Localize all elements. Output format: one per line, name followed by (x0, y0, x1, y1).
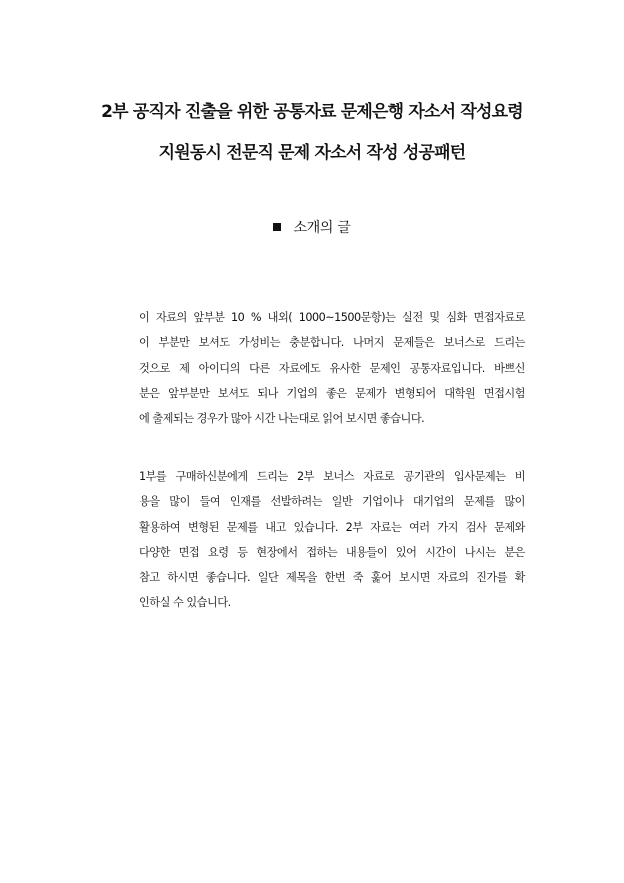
paragraph-line: 1부를 구매하신분에게 드리는 2부 보너스 자료로 공기관의 입사문제는 비 (139, 470, 525, 483)
paragraph-line: 활용하여 변형된 문제를 내고 있습니다. 2부 자료는 여러 가지 검사 문제와 (139, 520, 525, 534)
section-heading (0, 218, 624, 238)
paragraph-line: 에 출제되는 경우가 많아 시간 나는대로 읽어 보시면 좋습니다. (139, 412, 425, 426)
paragraph-line: 다양한 면접 요령 등 현장에서 접하는 내용들이 있어 시간이 나시는 분은 (139, 545, 525, 559)
black-square-bullet-icon (273, 223, 281, 231)
document-title-line-1: 2부 공직자 진출을 위한 공통자료 문제은행 자소서 작성요령 (101, 102, 523, 122)
paragraph-line: 용을 많이 들여 인재를 선발하려는 일반 기업이나 대기업의 문제를 많이 (139, 495, 525, 509)
document-title-line-2: 지원동시 전문직 문제 자소서 작성 성공패턴 (158, 143, 466, 163)
intro-paragraph-2 (139, 464, 525, 616)
paragraph-line: 인하실 수 있습니다. (139, 596, 231, 610)
paragraph-line: 참고 하시면 좋습니다. 일단 제목을 한번 죽 훑어 보시면 자료의 진가를 확 (139, 571, 525, 585)
paragraph-line: 이 자료의 앞부분 10 % 내외( 1000~1500문항)는 실전 및 심화 면접자료로 (139, 311, 525, 324)
paragraph-line: 것으로 제 아이디의 다른 자료에도 유사한 문제인 공통자료입니다. 바쁘신 (139, 361, 525, 375)
paragraph-line: 이 부분만 보셔도 가성비는 충분합니다. 나머지 문제들은 보너스로 드리는 (139, 336, 525, 350)
section-heading-label: 소개의 글 (293, 220, 351, 236)
intro-paragraph-1 (139, 305, 525, 431)
paragraph-line: 분은 앞부분만 보셔도 되나 기업의 좋은 문제가 변형되어 대학원 면접시험 (139, 386, 525, 400)
title-block (0, 100, 624, 165)
